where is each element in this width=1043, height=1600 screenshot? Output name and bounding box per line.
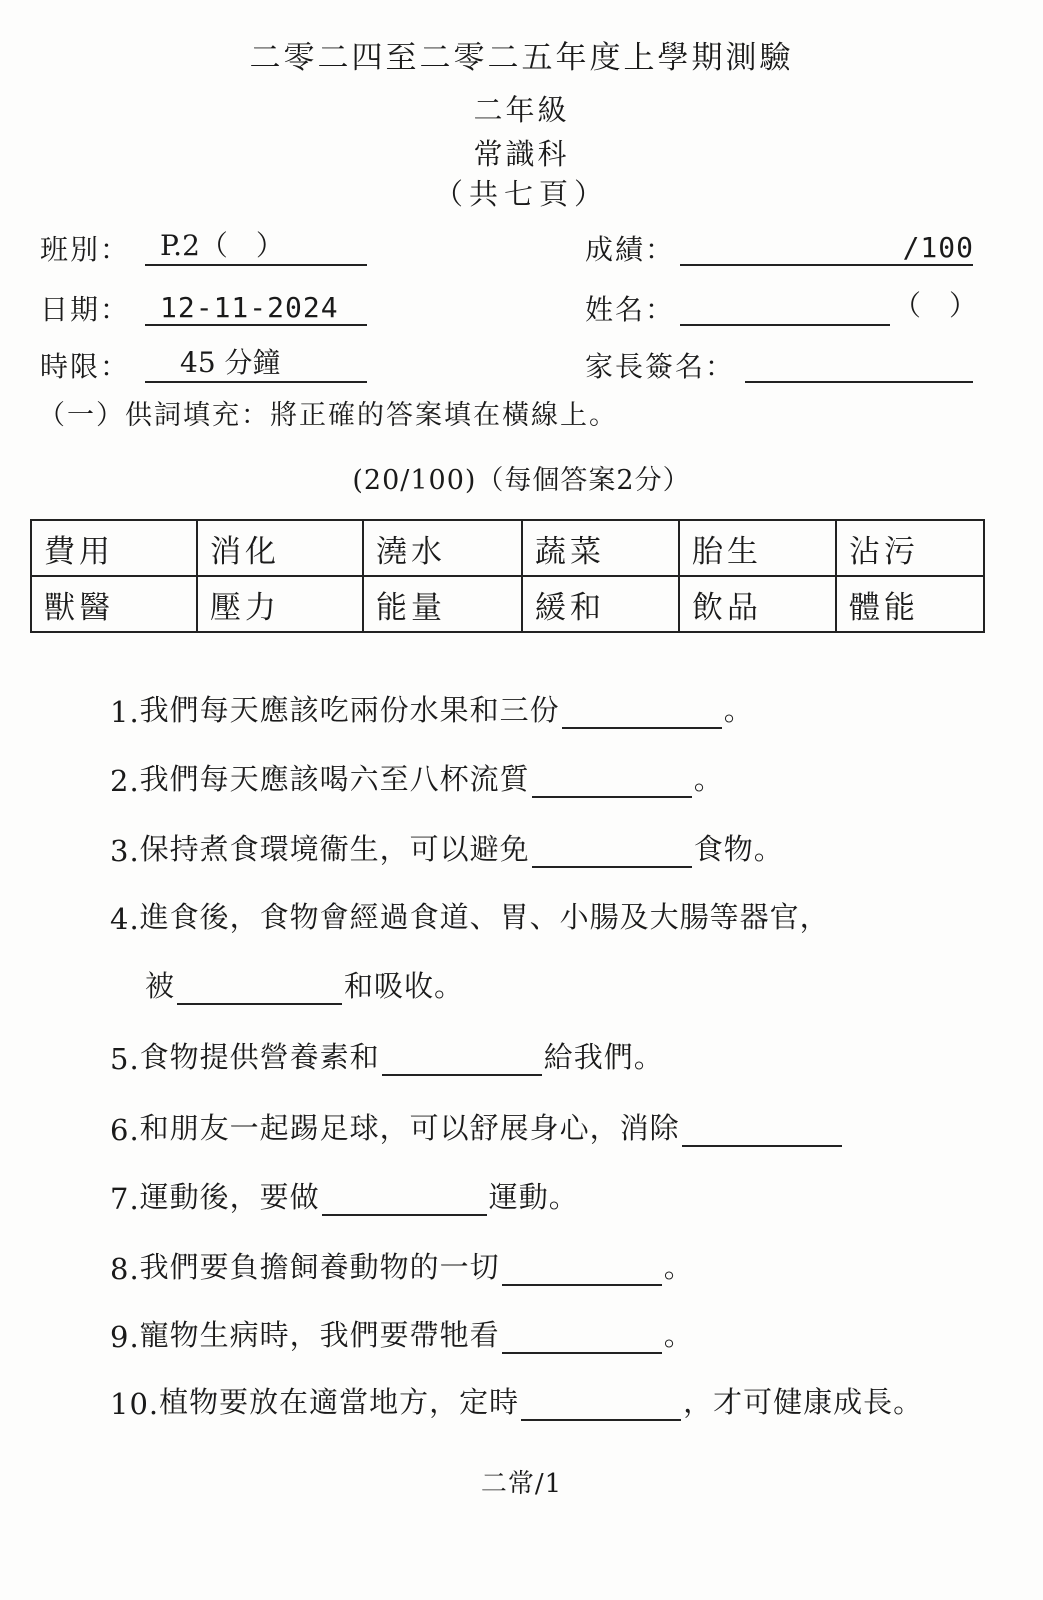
- question-text-end: 給我們。: [543, 1040, 664, 1074]
- question-9: [110, 1313, 694, 1353]
- class-field[interactable]: [40, 228, 370, 268]
- question-text-end: 。: [663, 1318, 694, 1352]
- answer-blank[interactable]: [177, 973, 342, 1005]
- date-line: [145, 324, 367, 326]
- word-bank-cell: 能量: [363, 576, 522, 632]
- time-line: [145, 381, 367, 383]
- question-5: [110, 1035, 664, 1075]
- question-text: 寵物生病時，我們要帶牠看: [139, 1318, 500, 1352]
- answer-blank[interactable]: [502, 1322, 662, 1354]
- question-number: 5.: [110, 1042, 140, 1076]
- score-line: [680, 264, 973, 266]
- section-marks: (20/100)（每個答案2分）: [352, 465, 691, 496]
- score-field[interactable]: [585, 228, 980, 268]
- word-bank-cell: 壓力: [197, 576, 363, 632]
- page-count: （共七頁）: [433, 177, 609, 211]
- subject-title: 常識科: [473, 137, 570, 171]
- question-text-end: ，才可健康成長。: [683, 1385, 924, 1419]
- date-label: 日期：: [40, 293, 131, 326]
- question-10: [110, 1380, 923, 1420]
- question-text: 我們要負擔飼養動物的一切: [139, 1250, 500, 1284]
- question-number: 7.: [110, 1182, 140, 1216]
- word-bank-cell: 消化: [197, 520, 363, 576]
- answer-blank[interactable]: [682, 1115, 842, 1147]
- question-3: [110, 827, 784, 867]
- question-text: 植物要放在適當地方，定時: [159, 1385, 520, 1419]
- name-line: [680, 324, 890, 326]
- question-text: 我們每天應該喝六至八杯流質: [139, 762, 530, 796]
- question-number: 6.: [110, 1113, 140, 1147]
- word-bank-row: [31, 520, 984, 576]
- question-text: 被: [145, 969, 176, 1003]
- question-text: 運動後，要做: [139, 1180, 320, 1214]
- question-text-end: 。: [693, 762, 724, 796]
- question-4-continued: [145, 964, 464, 1004]
- word-bank-cell: 體能: [836, 576, 984, 632]
- answer-blank[interactable]: [382, 1044, 542, 1076]
- date-value: 12-11-2024: [160, 291, 339, 324]
- parent-signature-line: [745, 381, 973, 383]
- question-text-end: 。: [663, 1250, 694, 1284]
- word-bank-cell: 沾污: [836, 520, 984, 576]
- answer-blank[interactable]: [502, 1254, 662, 1286]
- question-text: 和朋友一起踢足球，可以舒展身心，消除: [139, 1111, 680, 1145]
- answer-blank[interactable]: [521, 1389, 681, 1421]
- word-bank-table: [30, 519, 985, 633]
- question-text-end: 食物。: [693, 832, 784, 866]
- class-line: [145, 264, 367, 266]
- answer-blank[interactable]: [562, 697, 722, 729]
- word-bank-cell: 獸醫: [31, 576, 197, 632]
- name-label: 姓名：: [585, 293, 676, 326]
- word-bank-cell: 飲品: [679, 576, 836, 632]
- name-field[interactable]: [585, 288, 980, 328]
- question-text-end: 運動。: [488, 1180, 579, 1214]
- class-value: P.2（ ）: [160, 229, 284, 262]
- time-value: 45 分鐘: [180, 346, 281, 379]
- class-label: 班別：: [40, 233, 131, 266]
- question-8: [110, 1245, 694, 1285]
- score-total: /100: [902, 231, 974, 264]
- parent-signature-label: 家長簽名：: [585, 350, 736, 383]
- question-text-end: 和吸收。: [344, 969, 465, 1003]
- question-6: [110, 1106, 844, 1146]
- question-number: 9.: [110, 1320, 140, 1354]
- question-number: 3.: [110, 834, 140, 868]
- question-4: [110, 895, 830, 935]
- time-field[interactable]: [40, 345, 370, 385]
- question-text: 進食後，食物會經過食道、胃、小腸及大腸等器官，: [139, 900, 830, 934]
- word-bank-cell: 費用: [31, 520, 197, 576]
- question-text: 我們每天應該吃兩份水果和三份: [139, 693, 560, 727]
- question-number: 10.: [110, 1387, 160, 1421]
- question-text: 保持煮食環境衞生，可以避免: [139, 832, 530, 866]
- question-number: 8.: [110, 1252, 140, 1286]
- time-label: 時限：: [40, 350, 131, 383]
- date-field[interactable]: [40, 288, 370, 328]
- question-text: 食物提供營養素和: [139, 1040, 380, 1074]
- question-number: 4.: [110, 902, 140, 936]
- name-class-number: （ ）: [893, 289, 978, 322]
- score-label: 成績：: [585, 233, 676, 266]
- word-bank-cell: 蔬菜: [522, 520, 679, 576]
- word-bank-cell: 澆水: [363, 520, 522, 576]
- exam-title: 二零二四至二零二五年度上學期測驗: [249, 40, 794, 76]
- answer-blank[interactable]: [532, 836, 692, 868]
- section-heading: （一）供詞填充：將正確的答案填在橫線上。: [38, 400, 618, 431]
- word-bank-cell: 緩和: [522, 576, 679, 632]
- question-number: 1.: [110, 695, 140, 729]
- grade-title: 二年級: [473, 93, 570, 127]
- question-2: [110, 757, 724, 797]
- question-text-end: 。: [723, 693, 754, 727]
- answer-blank[interactable]: [532, 766, 692, 798]
- answer-blank[interactable]: [322, 1184, 487, 1216]
- question-number: 2.: [110, 764, 140, 798]
- parent-signature-field[interactable]: [585, 345, 980, 385]
- word-bank-cell: 胎生: [679, 520, 836, 576]
- word-bank-row: [31, 576, 984, 632]
- question-7: [110, 1175, 579, 1215]
- page-footer: 二常/1: [480, 1469, 563, 1499]
- question-1: [110, 688, 754, 728]
